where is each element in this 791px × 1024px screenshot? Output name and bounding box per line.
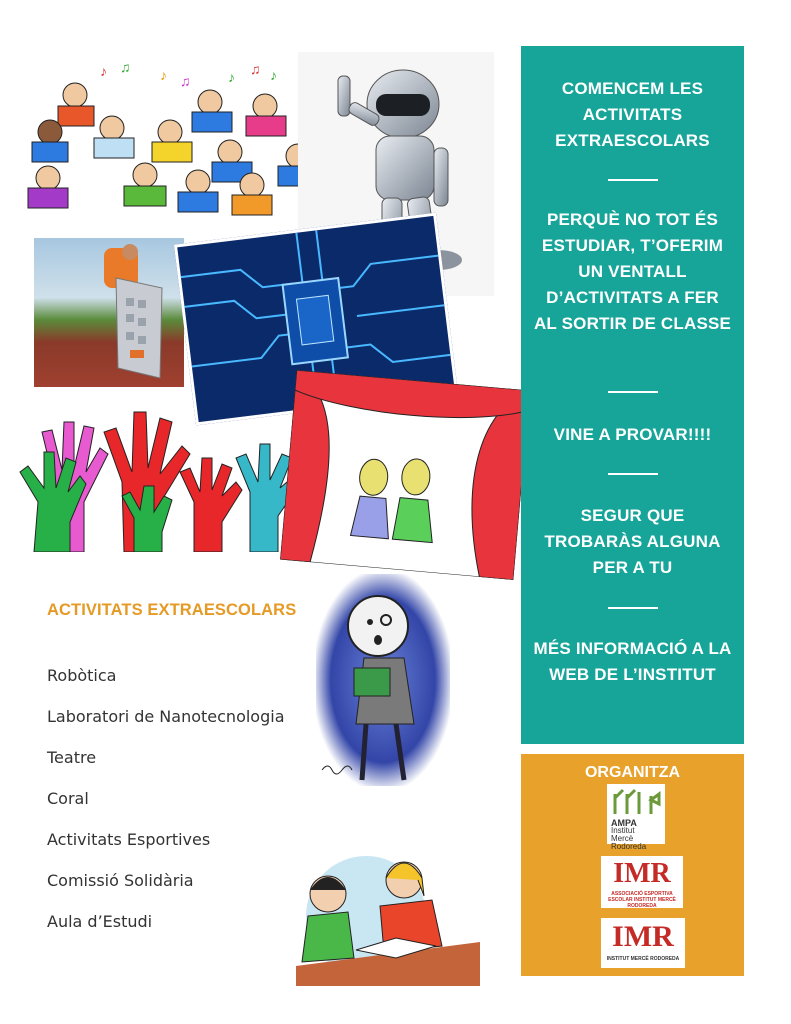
info-cta: VINE A PROVAR!!!!	[553, 425, 712, 444]
organizer-title: ORGANITZA	[584, 764, 681, 781]
divider	[608, 473, 658, 475]
ampa-name: AMPA	[611, 818, 637, 828]
sports-photo	[34, 238, 184, 387]
info-heading: COMENCEM LES ACTIVITATS EXTRAESCOLARS	[555, 79, 710, 150]
list-item: Laboratori de Nanotecnologia	[47, 707, 285, 726]
svg-text:♫: ♫	[120, 60, 131, 75]
info-panel	[521, 46, 744, 744]
list-item: Comissió Solidària	[47, 871, 194, 890]
school-logo	[601, 918, 685, 968]
info-find: SEGUR QUE TROBARÀS ALGUNA PER A TU	[544, 506, 721, 577]
study-illustration	[296, 846, 480, 986]
divider	[608, 391, 658, 393]
list-item: Coral	[47, 789, 89, 808]
divider	[608, 179, 658, 181]
activities-title: ACTIVITATS EXTRAESCOLARS	[47, 601, 297, 619]
svg-text:♫: ♫	[250, 61, 261, 77]
svg-text:♪: ♪	[160, 67, 167, 83]
svg-text:♪: ♪	[270, 67, 277, 83]
svg-text:♫: ♫	[180, 73, 191, 89]
info-intro: PERQUÈ NO TOT ÉS ESTUDIAR, T’OFERIM UN VENTALL D’ACTIVITATS A FER AL SORTIR DE CLASSE	[533, 210, 732, 333]
imr-mark: IMR	[613, 858, 671, 889]
sport-association-caption: ASSOCIACIÓ ESPORTIVA ESCOLAR INSTITUT MERCÈ RODOREDA	[608, 891, 676, 909]
imr-mark: IMR	[612, 920, 674, 953]
ampa-line1: Institut	[611, 826, 635, 835]
svg-text:♪: ♪	[228, 69, 235, 85]
sport-association-logo	[601, 856, 683, 908]
reading-illustration	[316, 574, 450, 786]
list-item: Teatre	[47, 748, 97, 767]
choir-illustration	[20, 60, 320, 230]
list-item: Aula d’Estudi	[47, 912, 153, 931]
organizer-panel	[521, 754, 744, 976]
hands-illustration	[14, 392, 300, 552]
info-more: MÉS INFORMACIÓ A LA WEB DE L’INSTITUT	[533, 639, 732, 684]
theatre-illustration	[280, 370, 530, 580]
divider	[608, 607, 658, 609]
ampa-text	[611, 819, 665, 851]
ampa-line2: Mercè Rodoreda	[611, 834, 647, 851]
svg-text:♪: ♪	[100, 63, 107, 79]
school-caption: INSTITUT MERCÈ RODOREDA	[606, 956, 680, 962]
activity-list	[47, 662, 285, 949]
ampa-logo	[607, 784, 665, 851]
list-item: Activitats Esportives	[47, 830, 211, 849]
list-item: Robòtica	[47, 666, 117, 685]
